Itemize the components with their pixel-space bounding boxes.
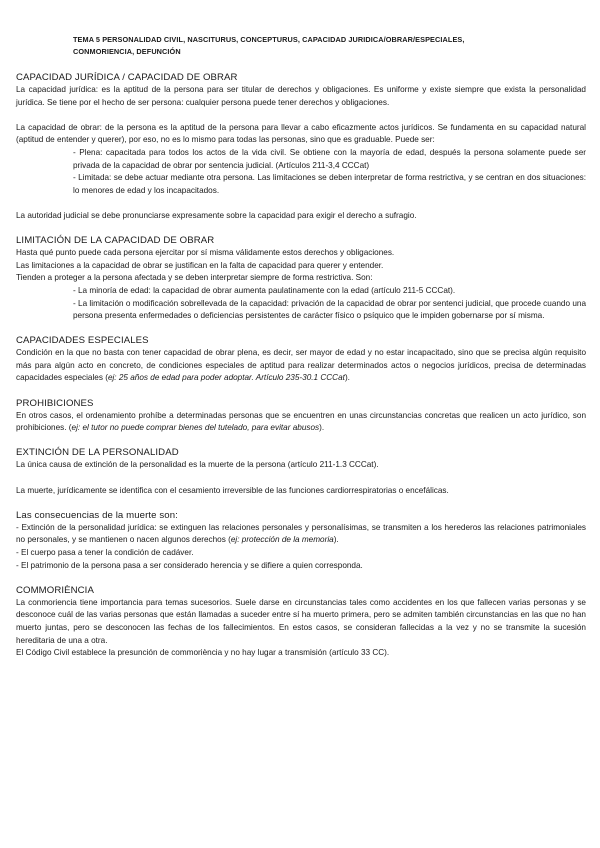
section-title-extincion: EXTINCIÓN DE LA PERSONALIDAD	[16, 447, 179, 459]
line-limitacion-1: Hasta qué punto puede cada persona ejercitar por sí misma válidamente estos derechos y obligaciones.	[16, 248, 395, 258]
example-memoria: ej: protección de la memoria	[230, 535, 334, 545]
paragraph-muerte: La muerte, jurídicamente se identifica con el cesamiento irreversible de las funciones cardiorrespiratorias o encefálicas.	[16, 485, 449, 495]
document-page	[16, 34, 586, 660]
example-adoptar: ej: 25 años de edad para poder adoptar. Artículo 235-30.1 CCCat	[107, 373, 345, 383]
document-header	[73, 34, 586, 58]
paragraph-unica-causa: La única causa de extinción de la personalidad es la muerte de la persona (artículo 211-1.3 CCCat).	[16, 460, 379, 470]
bullet-minoria-edad: - La minoría de edad: la capacidad de obrar aumenta paulatinamente con la edad (artículo 211-5 CCCat).	[73, 285, 456, 295]
section-title-commoriencia: COMMORIÈNCIA	[16, 584, 94, 596]
example-tutor: ej: el tutor no puede comprar bienes del tutelado, para evitar abusos	[71, 423, 320, 433]
bullet-extincion-personalidad: - Extinción de la personalidad jurídica: se extinguen las relaciones personales y personalísimas, se transmiten a los herederos las relaciones patrimoniales no personales, y se mantienen o nacen algunos derechos (ej: protección de la memoria).	[16, 522, 586, 545]
paragraph-autoridad-judicial: La autoridad judicial se debe pronunciarse expresamente sobre la capacidad para exigir el derecho a sufragio.	[16, 210, 417, 220]
paragraph-capacidad-juridica: La capacidad jurídica: es la aptitud de la persona para ser titular de derechos y obligaciones. Es uniforme y existe siempre que exista la personalidad jurídica. Se tiene por el hecho de ser persona: cualquier persona puede tener derechos y obligaciones.	[16, 85, 586, 107]
bullet-limitada: - Limitada: se debe actuar mediante otra persona. Las limitaciones se deben interpretar de forma restrictiva, y se centran en dos situaciones: lo menores de edad y los incapacitados.	[73, 173, 586, 195]
bullet-cadaver: - El cuerpo pasa a tener la condición de cadáver.	[16, 548, 194, 557]
line-limitacion-3: Tienden a proteger a la persona afectada y se deben interpretar siempre de forma restrictiva. Son:	[16, 273, 373, 283]
line-limitacion-2: Las limitaciones a la capacidad de obrar se justifican en la falta de capacidad para querer y entender.	[16, 260, 384, 270]
paragraph-conmoriencia: La conmoriencia tiene importancia para temas sucesorios. Suele darse en circunstancias tales como accidentes en los que fallecen varias personas y se desconoce cuál de las varias personas que están llamadas a suceder entre sí ha muerto primera, pero se admiten también circunstancias en las que no han muerto juntas, pero se desconocen las fechas de los fallecimientos. En estos casos, se consideran fallecidas a la vez y no se transmite la sucesión hereditaria de una a otra.	[16, 597, 586, 645]
paragraph-prohibiciones: En otros casos, el ordenamiento prohíbe a determinadas personas que se encuentren en unas circunstancias concretas que realicen un acto jurídico, son prohibiciones. (ej: el tutor no puede comprar bienes del tutelado, para evitar abusos).	[16, 410, 586, 433]
section-title-prohibiciones: PROHIBICIONES	[16, 397, 94, 409]
bullet-patrimonio: - El patrimonio de la persona pasa a ser considerado herencia y se difiere a quien corresponda.	[16, 560, 363, 570]
section-title-capacidad: CAPACIDAD JURÍDICA / CAPACIDAD DE OBRAR	[16, 72, 238, 83]
subtitle-consecuencias: Las consecuencias de la muerte son:	[16, 509, 178, 521]
bullet-plena: - Plena: capacitada para todos los actos de la vida civil. Se obtiene con la mayoría de edad, después la persona solamente puede ser privada de la capacidad de obrar por sentencia judicial. (Artículos 211-3,4 CCCat)	[73, 147, 586, 170]
header-line-1: TEMA 5 PERSONALIDAD CIVIL, NASCITURUS, CONCEPTURUS, CAPACIDAD JURIDICA/OBRAR/ESPECIALES,	[73, 35, 465, 44]
paragraph-codigo-civil: El Código Civil establece la presunción de commoriència y no hay lugar a transmisión (artículo 33 CC).	[16, 648, 390, 658]
bullet-modificacion-capacidad: - La limitación o modificación sobrellevada de la capacidad: privación de la capacidad de obrar por sentenci judicial, que procede cuando una persona presenta enfermedades o deficiencias persistentes de carácter físico o psíquico que le impiden gobernarse por sí misma.	[73, 298, 586, 321]
header-line-2: CONMORIENCIA, DEFUNCIÓN	[73, 47, 181, 56]
section-title-capacidades-especiales: CAPACIDADES ESPECIALES	[16, 335, 149, 347]
paragraph-capacidades-especiales: Condición en la que no basta con tener capacidad de obrar plena, es decir, ser mayor de edad y no estar incapacitado, sino que se precisa algún requisito más para algún acto en concreto, de condiciones especiales de aptitud para realizar determinados actos o negocios jurídicos, precisa de determinadas capacidades especiales (ej: 25 años de edad para poder adoptar. Artículo 235-30.1 CCCat).	[16, 348, 586, 383]
section-title-limitacion: LIMITACIÓN DE LA CAPACIDAD DE OBRAR	[16, 235, 215, 247]
paragraph-capacidad-obrar: La capacidad de obrar: de la persona es la aptitud de la persona para llevar a cabo eficazmente actos jurídicos. Se fundamenta en su capacidad natural (aptitud de entender y querer), por eso, no es lo mismo para todas las personas, sino que es graduable. Puede ser:	[16, 122, 586, 145]
